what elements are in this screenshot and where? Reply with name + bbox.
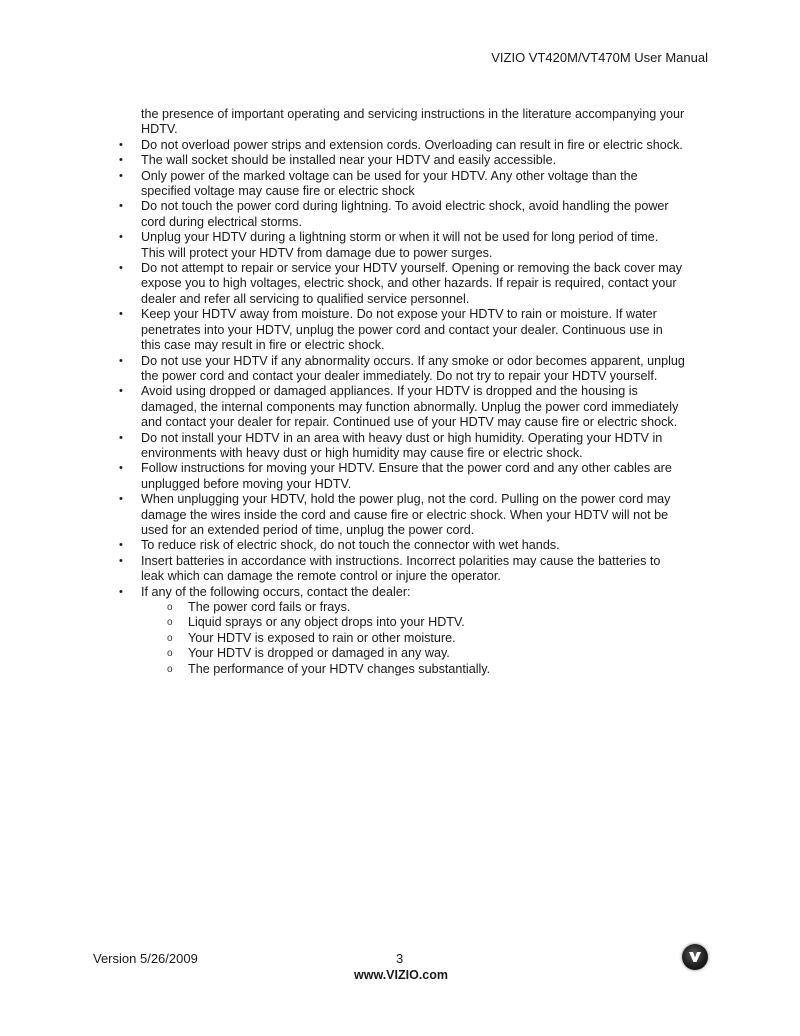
bullet-dot-icon: • bbox=[119, 262, 123, 275]
sub-bullet-list bbox=[141, 600, 717, 677]
bullet-dot-icon: • bbox=[119, 169, 123, 182]
bullet-dot-icon: • bbox=[119, 539, 123, 552]
bullet-dot-icon: • bbox=[119, 154, 123, 167]
text-line: Do not overload power strips and extension cords. Overloading can result in fire or electric shock. bbox=[141, 137, 683, 152]
text-line: Unplug your HDTV during a lightning storm or when it will not be used for long period of time. bbox=[141, 230, 659, 245]
text-line: and contact your dealer for repair. Continued use of your HDTV may cause fire or electric shock. bbox=[141, 415, 678, 430]
page-number: 3 bbox=[396, 951, 404, 966]
text-line: Do not touch the power cord during lightning. To avoid electric shock, avoid handling the power bbox=[141, 199, 669, 214]
text-line: Do not install your HDTV in an area with heavy dust or high humidity. Operating your HDTV in bbox=[141, 430, 663, 445]
bullet-dot-icon: • bbox=[119, 200, 123, 213]
bullet-item bbox=[117, 354, 717, 385]
text-line: Do not attempt to repair or service your HDTV yourself. Opening or removing the back cover may bbox=[141, 261, 683, 276]
text-line: cord during electrical storms. bbox=[141, 214, 302, 229]
bullet-dot-icon: • bbox=[119, 354, 123, 367]
text-line: the power cord and contact your dealer immediately. Do not try to repair your HDTV yourself. bbox=[141, 368, 658, 383]
bullet-item bbox=[117, 169, 717, 200]
text-line: leak which can damage the remote control or injure the operator. bbox=[141, 569, 501, 584]
sub-bullet-circle-icon: o bbox=[167, 617, 173, 629]
text-line: penetrates into your HDTV, unplug the power cord and contact your dealer. Continuous use in bbox=[141, 322, 663, 337]
vizio-logo-icon bbox=[682, 944, 708, 970]
text-line: damage the wires inside the cord and cause fire or electric shock. When your HDTV will not be bbox=[141, 507, 669, 522]
bullet-item bbox=[117, 554, 717, 585]
text-line: Only power of the marked voltage can be used for your HDTV. Any other voltage than the bbox=[141, 168, 638, 183]
bullet-dot-icon: • bbox=[119, 462, 123, 475]
bullet-item bbox=[117, 307, 717, 353]
footer-version: Version 5/26/2009 bbox=[93, 951, 198, 966]
bullet-list bbox=[117, 138, 717, 677]
sub-bullet-circle-icon: o bbox=[167, 648, 173, 660]
bullet-item bbox=[117, 153, 717, 168]
bullet-dot-icon: • bbox=[119, 231, 123, 244]
header-title: VIZIO VT420M/VT470M User Manual bbox=[491, 50, 708, 65]
footer-url: www.VIZIO.com bbox=[354, 968, 448, 982]
text-line: specified voltage may cause fire or electric shock bbox=[141, 184, 415, 199]
text-line: The performance of your HDTV changes substantially. bbox=[188, 661, 491, 676]
text-line: this case may result in fire or electric shock. bbox=[141, 338, 385, 353]
text-line: The power cord fails or frays. bbox=[188, 600, 351, 614]
text-line: expose you to high voltages, electric shock, and other hazards. If repair is required, contact your bbox=[141, 276, 677, 291]
continuation-paragraph bbox=[141, 107, 717, 138]
text-line: environments with heavy dust or high humidity may cause fire or electric shock. bbox=[141, 445, 583, 460]
bullet-dot-icon: • bbox=[119, 431, 123, 444]
bullet-dot-icon: • bbox=[119, 385, 123, 398]
text-line: Insert batteries in accordance with instructions. Incorrect polarities may cause the batteries to bbox=[141, 553, 661, 568]
sub-bullet-item bbox=[141, 631, 717, 646]
bullet-item bbox=[117, 585, 717, 677]
bullet-item bbox=[117, 199, 717, 230]
sub-bullet-item bbox=[141, 615, 717, 630]
bullet-dot-icon: • bbox=[119, 493, 123, 506]
text-line: If any of the following occurs, contact the dealer: bbox=[141, 584, 411, 599]
sub-bullet-item bbox=[141, 646, 717, 661]
text-line: Keep your HDTV away from moisture. Do not expose your HDTV to rain or moisture. If water bbox=[141, 307, 657, 322]
bullet-item bbox=[117, 384, 717, 430]
text-line: dealer and refer all servicing to qualified service personnel. bbox=[141, 291, 470, 306]
safety-instructions bbox=[117, 107, 717, 677]
text-line: used for an extended period of time, unplug the power cord. bbox=[141, 522, 475, 537]
bullet-item bbox=[117, 431, 717, 462]
text-line: Follow instructions for moving your HDTV. Ensure that the power cord and any other cables are bbox=[141, 461, 672, 476]
text-line: To reduce risk of electric shock, do not touch the connector with wet hands. bbox=[141, 538, 560, 553]
text-line: the presence of important operating and servicing instructions in the literature accompanying your bbox=[141, 107, 685, 121]
sub-bullet-circle-icon: o bbox=[167, 602, 173, 613]
text-line: Your HDTV is dropped or damaged in any way. bbox=[188, 646, 450, 661]
text-line: HDTV. bbox=[141, 122, 178, 137]
text-line: Do not use your HDTV if any abnormality occurs. If any smoke or odor becomes apparent, unplug bbox=[141, 353, 685, 368]
text-line: Liquid sprays or any object drops into your HDTV. bbox=[188, 615, 465, 630]
sub-bullet-circle-icon: o bbox=[167, 663, 173, 675]
bullet-dot-icon: • bbox=[119, 585, 123, 598]
sub-bullet-circle-icon: o bbox=[167, 632, 173, 644]
bullet-item bbox=[117, 261, 717, 307]
sub-bullet-item bbox=[141, 662, 717, 677]
text-line: Your HDTV is exposed to rain or other moisture. bbox=[188, 630, 456, 645]
bullet-item bbox=[117, 230, 717, 261]
v-logo-glyph-icon bbox=[688, 950, 702, 964]
text-line: damaged, the internal components may function abnormally. Unplug the power cord immediately bbox=[141, 399, 679, 414]
bullet-dot-icon: • bbox=[119, 554, 123, 567]
text-line: Avoid using dropped or damaged appliances. If your HDTV is dropped and the housing is bbox=[141, 384, 638, 399]
text-line: The wall socket should be installed near your HDTV and easily accessible. bbox=[141, 153, 557, 168]
bullet-item bbox=[117, 538, 717, 553]
text-line: This will protect your HDTV from damage due to power surges. bbox=[141, 245, 493, 260]
text-line: unplugged before moving your HDTV. bbox=[141, 476, 352, 491]
text-line: When unplugging your HDTV, hold the power plug, not the cord. Pulling on the power cord may bbox=[141, 492, 671, 507]
sub-bullet-item bbox=[141, 600, 717, 615]
bullet-dot-icon: • bbox=[119, 138, 123, 151]
bullet-item bbox=[117, 461, 717, 492]
bullet-item bbox=[117, 138, 717, 153]
bullet-dot-icon: • bbox=[119, 308, 123, 321]
bullet-item bbox=[117, 492, 717, 538]
